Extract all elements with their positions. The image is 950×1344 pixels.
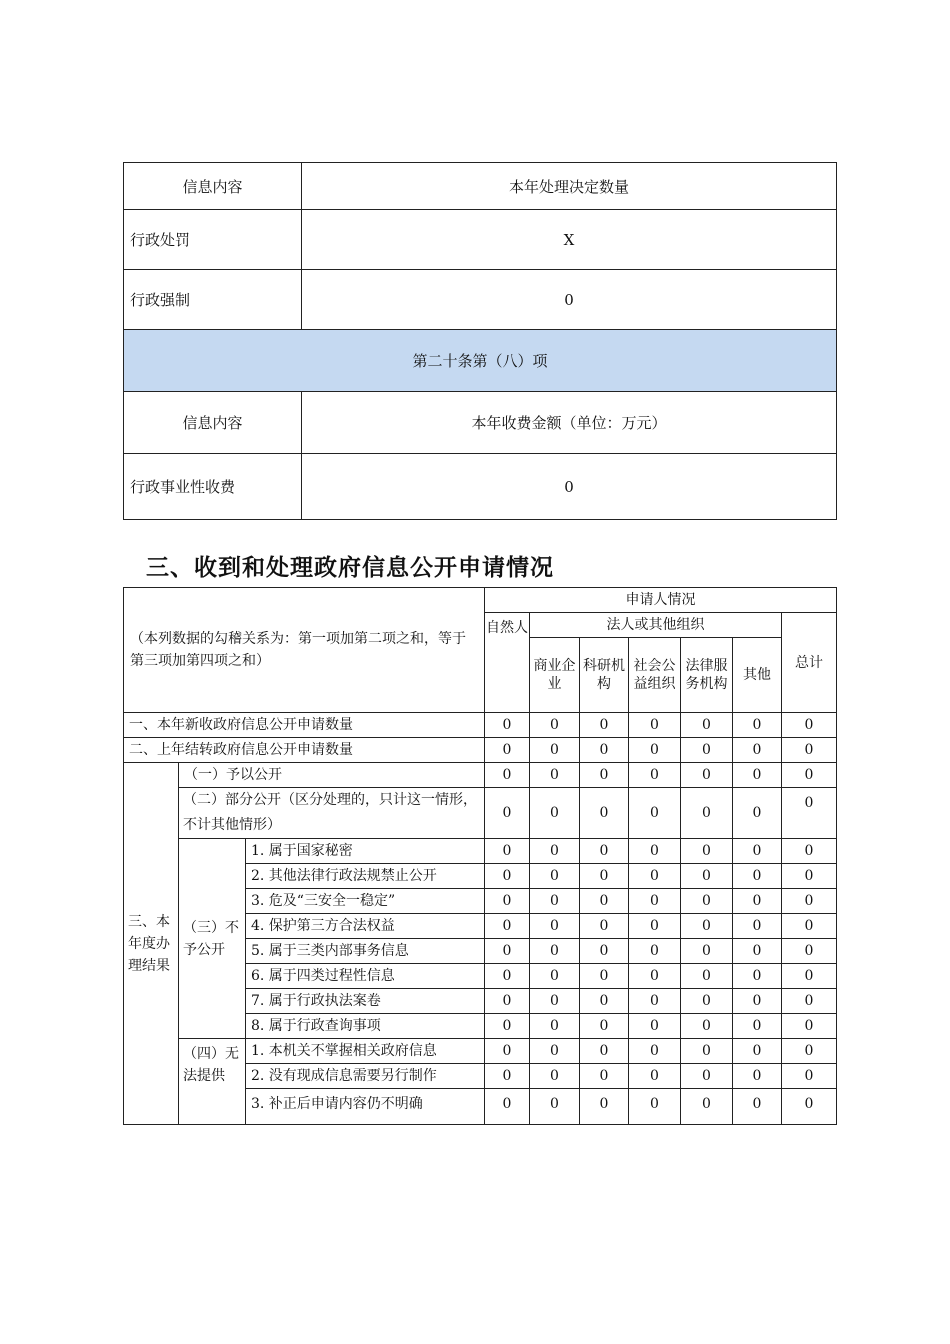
cell-total: 0 xyxy=(782,713,837,738)
cell-social: 0 xyxy=(629,964,681,989)
fee-and-decision-table xyxy=(123,162,837,520)
cell-commercial: 0 xyxy=(530,1039,580,1064)
cell-natural: 0 xyxy=(485,939,530,964)
section-3-label: 三、本年度办理结果 xyxy=(124,763,179,1125)
cell-natural: 0 xyxy=(485,914,530,939)
row-label: 8. 属于行政查询事项 xyxy=(246,1014,485,1039)
cell-research: 0 xyxy=(580,939,629,964)
cell-commercial: 0 xyxy=(530,914,580,939)
cell-natural: 0 xyxy=(485,1014,530,1039)
cell-commercial: 0 xyxy=(530,713,580,738)
cell-commercial: 0 xyxy=(530,738,580,763)
cell-legal-service: 0 xyxy=(681,989,733,1014)
cell-social: 0 xyxy=(629,939,681,964)
row-label: 3. 补正后申请内容仍不明确 xyxy=(246,1089,485,1125)
cell-other: 0 xyxy=(733,864,782,889)
cell-other: 0 xyxy=(733,889,782,914)
cell-total: 0 xyxy=(782,1014,837,1039)
cell-research: 0 xyxy=(580,989,629,1014)
cell-research: 0 xyxy=(580,889,629,914)
cell-research: 0 xyxy=(580,713,629,738)
cell-other: 0 xyxy=(733,939,782,964)
cell-research: 0 xyxy=(580,964,629,989)
unable-label: （四）无法提供 xyxy=(179,1039,246,1125)
cell-commercial: 0 xyxy=(530,1089,580,1125)
cell-social: 0 xyxy=(629,713,681,738)
cell-social: 0 xyxy=(629,1064,681,1089)
cell-natural: 0 xyxy=(485,1064,530,1089)
legal-entity-group-header: 法人或其他组织 xyxy=(530,613,782,638)
cell-legal-service: 0 xyxy=(681,738,733,763)
admin-enforcement-label: 行政强制 xyxy=(124,270,302,330)
cell-research: 0 xyxy=(580,914,629,939)
cell-natural: 0 xyxy=(485,1039,530,1064)
cell-social: 0 xyxy=(629,1089,681,1125)
cell-legal-service: 0 xyxy=(681,914,733,939)
cell-commercial: 0 xyxy=(530,964,580,989)
cell-commercial: 0 xyxy=(530,788,580,839)
cell-social: 0 xyxy=(629,864,681,889)
refuse-label: （三）不予公开 xyxy=(179,839,246,1039)
cell-natural: 0 xyxy=(485,788,530,839)
cell-research: 0 xyxy=(580,763,629,788)
row-label: 二、上年结转政府信息公开申请数量 xyxy=(124,738,485,763)
section-heading: 三、收到和处理政府信息公开申请情况 xyxy=(146,555,554,581)
cell-commercial: 0 xyxy=(530,864,580,889)
cell-other: 0 xyxy=(733,1064,782,1089)
cell-natural: 0 xyxy=(485,1089,530,1125)
cell-social: 0 xyxy=(629,839,681,864)
cell-legal-service: 0 xyxy=(681,1014,733,1039)
cell-research: 0 xyxy=(580,864,629,889)
cell-commercial: 0 xyxy=(530,889,580,914)
total-header: 总计 xyxy=(782,613,837,713)
cell-natural: 0 xyxy=(485,839,530,864)
cell-commercial: 0 xyxy=(530,763,580,788)
cell-legal-service: 0 xyxy=(681,1089,733,1125)
disclosure-application-table xyxy=(123,587,837,1125)
cell-other: 0 xyxy=(733,788,782,839)
cell-natural: 0 xyxy=(485,738,530,763)
cell-other: 0 xyxy=(733,989,782,1014)
cell-research: 0 xyxy=(580,738,629,763)
cell-total: 0 xyxy=(782,939,837,964)
cell-commercial: 0 xyxy=(530,939,580,964)
table-row xyxy=(124,839,837,864)
cell-total: 0 xyxy=(782,738,837,763)
cell-legal-service: 0 xyxy=(681,939,733,964)
cell-social: 0 xyxy=(629,788,681,839)
cell-other: 0 xyxy=(733,713,782,738)
cell-other: 0 xyxy=(733,1014,782,1039)
cell-total: 0 xyxy=(782,989,837,1014)
cell-social: 0 xyxy=(629,1039,681,1064)
cell-commercial: 0 xyxy=(530,1064,580,1089)
legal-service-org-header: 法律服务机构 xyxy=(681,638,733,713)
cell-total: 0 xyxy=(782,1039,837,1064)
cell-natural: 0 xyxy=(485,763,530,788)
cell-other: 0 xyxy=(733,1089,782,1125)
cell-other: 0 xyxy=(733,914,782,939)
cell-research: 0 xyxy=(580,788,629,839)
cell-total: 0 xyxy=(782,763,837,788)
cell-total: 0 xyxy=(782,864,837,889)
cell-legal-service: 0 xyxy=(681,889,733,914)
info-content-header: 信息内容 xyxy=(124,163,302,210)
table-row xyxy=(124,763,837,788)
decision-count-header: 本年处理决定数量 xyxy=(302,163,837,210)
cell-total: 0 xyxy=(782,1089,837,1125)
natural-person-header: 自然人 xyxy=(485,613,530,713)
cell-research: 0 xyxy=(580,1064,629,1089)
admin-fee-value: 0 xyxy=(302,454,837,520)
cell-legal-service: 0 xyxy=(681,839,733,864)
row-label: 2. 没有现成信息需要另行制作 xyxy=(246,1064,485,1089)
cell-other: 0 xyxy=(733,964,782,989)
social-welfare-org-header: 社会公益组织 xyxy=(629,638,681,713)
cell-commercial: 0 xyxy=(530,989,580,1014)
cell-legal-service: 0 xyxy=(681,864,733,889)
cell-social: 0 xyxy=(629,738,681,763)
cell-natural: 0 xyxy=(485,864,530,889)
cell-total: 0 xyxy=(782,788,837,839)
admin-penalty-label: 行政处罚 xyxy=(124,210,302,270)
row-label: 5. 属于三类内部事务信息 xyxy=(246,939,485,964)
row-label: 3. 危及“三安全一稳定” xyxy=(246,889,485,914)
admin-enforcement-value: 0 xyxy=(302,270,837,330)
balance-note: （本列数据的勾稽关系为：第一项加第二项之和，等于第三项加第四项之和） xyxy=(124,588,485,713)
cell-research: 0 xyxy=(580,1089,629,1125)
cell-legal-service: 0 xyxy=(681,964,733,989)
partial-label: （二）部分公开 xyxy=(183,792,281,808)
table-row xyxy=(124,788,837,839)
cell-legal-service: 0 xyxy=(681,1064,733,1089)
cell-legal-service: 0 xyxy=(681,788,733,839)
research-institution-header: 科研机构 xyxy=(580,638,629,713)
row-label: 一、本年新收政府信息公开申请数量 xyxy=(124,713,485,738)
cell-other: 0 xyxy=(733,1039,782,1064)
partial-note: （区分处理的，只计这一情形，不计其他情形） xyxy=(183,792,477,833)
cell-total: 0 xyxy=(782,839,837,864)
fee-amount-header: 本年收费金额（单位：万元） xyxy=(302,392,837,454)
row-label xyxy=(179,788,485,839)
cell-research: 0 xyxy=(580,1039,629,1064)
cell-natural: 0 xyxy=(485,989,530,1014)
cell-other: 0 xyxy=(733,763,782,788)
other-org-header: 其他 xyxy=(733,638,782,713)
row-label: （一）予以公开 xyxy=(179,763,485,788)
cell-legal-service: 0 xyxy=(681,763,733,788)
row-label: 4. 保护第三方合法权益 xyxy=(246,914,485,939)
cell-commercial: 0 xyxy=(530,1014,580,1039)
cell-commercial: 0 xyxy=(530,839,580,864)
cell-social: 0 xyxy=(629,763,681,788)
cell-research: 0 xyxy=(580,1014,629,1039)
admin-penalty-value: X xyxy=(302,210,837,270)
cell-total: 0 xyxy=(782,1064,837,1089)
cell-other: 0 xyxy=(733,839,782,864)
admin-fee-label: 行政事业性收费 xyxy=(124,454,302,520)
row-label: 6. 属于四类过程性信息 xyxy=(246,964,485,989)
cell-legal-service: 0 xyxy=(681,713,733,738)
cell-natural: 0 xyxy=(485,889,530,914)
table-row xyxy=(124,1039,837,1064)
cell-social: 0 xyxy=(629,914,681,939)
row-label: 7. 属于行政执法案卷 xyxy=(246,989,485,1014)
row-label: 2. 其他法律行政法规禁止公开 xyxy=(246,864,485,889)
applicant-header: 申请人情况 xyxy=(485,588,837,613)
cell-total: 0 xyxy=(782,914,837,939)
table-row xyxy=(124,738,837,763)
commercial-enterprise-header: 商业企业 xyxy=(530,638,580,713)
cell-natural: 0 xyxy=(485,964,530,989)
cell-natural: 0 xyxy=(485,713,530,738)
article-20-item-8-band: 第二十条第（八）项 xyxy=(124,330,837,392)
info-content-header-2: 信息内容 xyxy=(124,392,302,454)
cell-total: 0 xyxy=(782,889,837,914)
row-label: 1. 本机关不掌握相关政府信息 xyxy=(246,1039,485,1064)
table-row xyxy=(124,713,837,738)
cell-legal-service: 0 xyxy=(681,1039,733,1064)
cell-research: 0 xyxy=(580,839,629,864)
cell-other: 0 xyxy=(733,738,782,763)
cell-social: 0 xyxy=(629,889,681,914)
row-label: 1. 属于国家秘密 xyxy=(246,839,485,864)
cell-social: 0 xyxy=(629,1014,681,1039)
cell-social: 0 xyxy=(629,989,681,1014)
cell-total: 0 xyxy=(782,964,837,989)
